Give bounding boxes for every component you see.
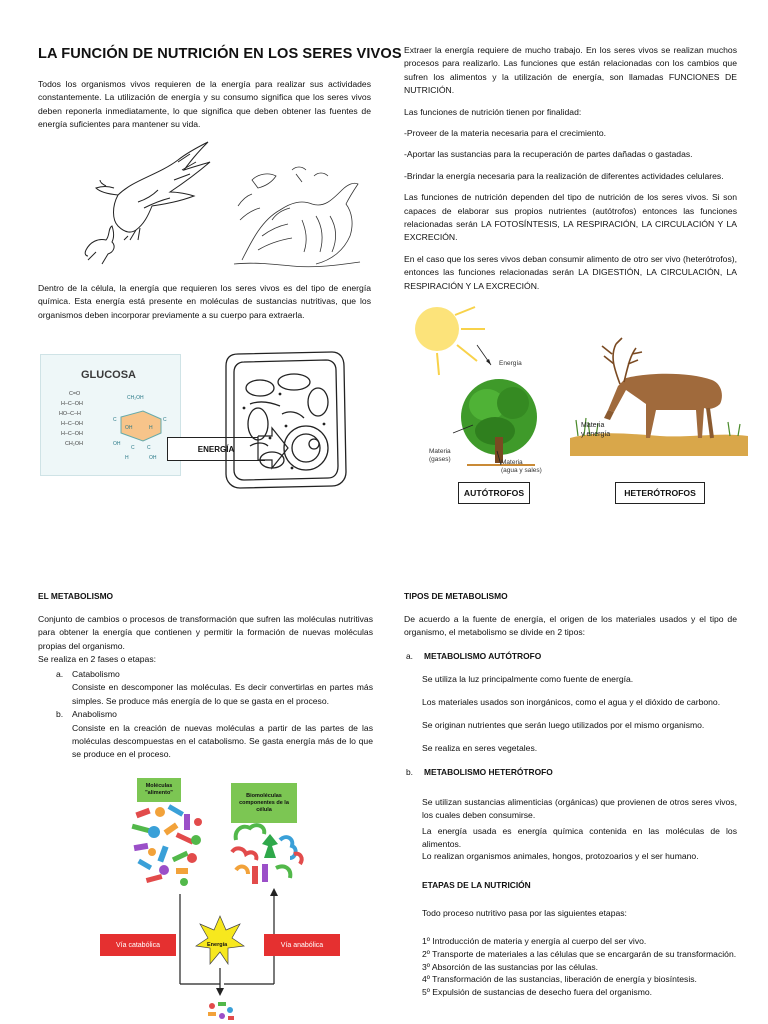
- heterotrofos-paragraph: En el caso que los seres vivos deban consumir alimento de otro ser vivo (heterótrofos), entonces las funciones relacionadas serán LA DIGESTIÓN, LA CIRCULACIÓN, LA RESPIRACIÓN Y LA EXCRECIÓN.: [404, 253, 737, 291]
- svg-text:C: C: [113, 417, 117, 423]
- cell-illustration: [220, 348, 352, 490]
- tipos-heading: TIPOS DE METABOLISMO: [404, 591, 508, 601]
- svg-text:C: C: [147, 445, 151, 451]
- energia-star-label: Energía: [207, 942, 228, 948]
- heterotrofo-line: Lo realizan organismos animales, hongos, protozoarios y el ser humano.: [422, 851, 699, 862]
- finalidad-item: -Proveer de la materia necesaria para el crecimiento.: [404, 128, 607, 139]
- autotrofo-title: METABOLISMO AUTÓTROFO: [424, 651, 542, 661]
- svg-text:CH₂OH: CH₂OH: [127, 395, 144, 401]
- heterotrofo-line: La energía usada es energía química contenida en las moléculas de los alimentos.: [422, 826, 737, 849]
- tree-label-materia-gases: Materia (gases): [429, 448, 451, 463]
- svg-text:CH₂OH: CH₂OH: [65, 441, 83, 447]
- birds-sketch-illustration: [232, 160, 364, 272]
- svg-text:H–C–OH: H–C–OH: [61, 431, 83, 437]
- svg-text:C=O: C=O: [69, 391, 81, 397]
- svg-text:C: C: [163, 417, 167, 423]
- metabolismo-heading: EL METABOLISMO: [38, 591, 114, 601]
- svg-text:H–C–OH: H–C–OH: [61, 421, 83, 427]
- list-marker: a.: [406, 651, 413, 661]
- list-marker: b.: [56, 709, 64, 720]
- list-marker: a.: [56, 669, 64, 679]
- svg-text:H: H: [125, 455, 129, 461]
- etapas-intro: Todo proceso nutritivo pasa por las siguientes etapas:: [422, 908, 627, 918]
- etapa-item: 2º Transporte de materiales a las células que se encargarán de su transformación.: [422, 948, 737, 959]
- via-catabolica-label: Vía catabólica: [100, 934, 176, 956]
- svg-text:OH: OH: [125, 425, 133, 431]
- heterotrofo-line: Se utilizan sustancias alimenticias (orgánicas) que provienen de otros seres vivos, los cuales deben consumirse.: [422, 797, 737, 820]
- intro-paragraph: Todos los organismos vivos requieren de la energía para realizar sus actividades constantemente. La utilización de energía y su consumo significa que los seres vivos deben reponerla inmediatamente, lo que significa que deben obtener las fuentes de energía suficientes para mantener su vida.: [38, 79, 371, 130]
- cell-energy-paragraph: Dentro de la célula, la energía que requieren los seres vivos es del tipo de energía química. Esta energía está presente en moléculas de sustancias nutritivas, que los organismos deben incorporar previamente a su cuerpo para extraerla.: [38, 283, 371, 320]
- tipos-intro: De acuerdo a la fuente de energía, el origen de los materiales usados y el tipo de organismo, el metabolismo se divide en 2 tipos:: [404, 614, 737, 638]
- biomoleculas-label: Biomoléculas componentes de la célula: [231, 783, 297, 823]
- svg-text:OH: OH: [149, 455, 157, 461]
- heterotrofos-box: HETERÓTROFOS: [615, 482, 705, 504]
- finalidad-intro: Las funciones de nutrición tienen por finalidad:: [404, 106, 582, 117]
- anabolismo-title: Anabolismo: [72, 709, 117, 720]
- glucose-structure-diagram: [51, 387, 175, 467]
- svg-text:C: C: [131, 445, 135, 451]
- deer-label: Materia y energía: [581, 422, 611, 438]
- autotrofo-line: Se utiliza la luz principalmente como fuente de energía.: [422, 674, 634, 684]
- autotrofo-line: Los materiales usados son inorgánicos, como el agua y el dióxido de carbono.: [422, 697, 721, 707]
- tree-label-energia: Energía: [499, 360, 522, 367]
- moleculas-alimento-label: Moléculas "alimento": [137, 778, 181, 802]
- glucose-card: [40, 354, 181, 476]
- heterotrofo-title: METABOLISMO HETERÓTROFO: [424, 767, 553, 777]
- metabolismo-intro: Conjunto de cambios o procesos de transformación que sufren las moléculas nutritivas para obtener la energía que contienen y permitir la formación de nuevas moléculas propias del organismo.: [38, 614, 373, 651]
- glucose-label: GLUCOSA: [81, 369, 136, 381]
- page-title: LA FUNCIÓN DE NUTRICIÓN EN LOS SERES VIVOS: [38, 46, 402, 62]
- svg-text:HO–C–H: HO–C–H: [59, 411, 81, 417]
- energy-arrow-label: ENERGÍA: [167, 437, 265, 461]
- anabolismo-text: Consiste en la creación de nuevas moléculas a partir de las partes de las moléculas descompuestas en el catabolismo. Se gasta energía más de lo que se produce en el proceso.: [72, 722, 373, 760]
- tree-label-materia-sales: Materia (agua y sales): [501, 459, 542, 474]
- catabolismo-text: Consiste en descomponer las moléculas. Es decir convertirlas en partes más simples. Se produce más energía de lo que se gasta en el proceso.: [72, 682, 373, 706]
- finalidad-item: -Aportar las sustancias para la recuperación de partes dañadas o gastadas.: [404, 149, 693, 160]
- metabolism-diagram: [124, 800, 314, 1024]
- etapa-item: 1º Introducción de materia y energía al cuerpo del ser vivo.: [422, 936, 647, 946]
- autotrofos-box: AUTÓTROFOS: [458, 482, 530, 504]
- nutrition-functions-paragraph: Extraer la energía requiere de mucho trabajo. En los seres vivos se realizan muchos procesos para realizarlo. Las funciones que están relacionadas con los cambios que sufren los alimentos y la utilización de energía, son llamadas FUNCIONES DE NUTRICIÓN.: [404, 45, 737, 96]
- svg-text:H–C–OH: H–C–OH: [61, 401, 83, 407]
- finalidad-item: -Brindar la energía necesaria para la realización de diferentes actividades celulares.: [404, 170, 724, 181]
- etapa-item: 5º Expulsión de sustancias de desecho fuera del organismo.: [422, 987, 653, 998]
- etapas-heading: ETAPAS DE LA NUTRICIÓN: [422, 880, 531, 890]
- autotrofos-paragraph: Las funciones de nutrición dependen del tipo de nutrición de los seres vivos. Si son capaces de elaborar sus propios nutrientes (autótrofos) entonces las funciones relacionadas serán LA FOTOSÍNTESIS, LA RESPIRACIÓN, LA CIRCULACIÓN Y LA EXCRECIÓN.: [404, 192, 737, 243]
- autotrofo-line: Se realiza en seres vegetales.: [422, 743, 538, 753]
- etapa-item: 4º Transformación de las sustancias, liberación de energía y biosíntesis.: [422, 974, 697, 985]
- svg-text:OH: OH: [113, 441, 121, 447]
- autotrofo-line: Se originan nutrientes que serán luego utilizados por el mismo organismo.: [422, 720, 705, 730]
- list-marker: b.: [406, 767, 413, 777]
- metabolismo-fases: Se realiza en 2 fases o etapas:: [38, 654, 157, 665]
- eagle-rabbit-illustration: [78, 140, 218, 270]
- svg-text:H: H: [149, 425, 153, 431]
- catabolismo-title: Catabolismo: [72, 669, 120, 679]
- etapa-item: 3º Absorción de las sustancias por las células.: [422, 961, 599, 972]
- via-anabolica-label: Vía anabólica: [264, 934, 340, 956]
